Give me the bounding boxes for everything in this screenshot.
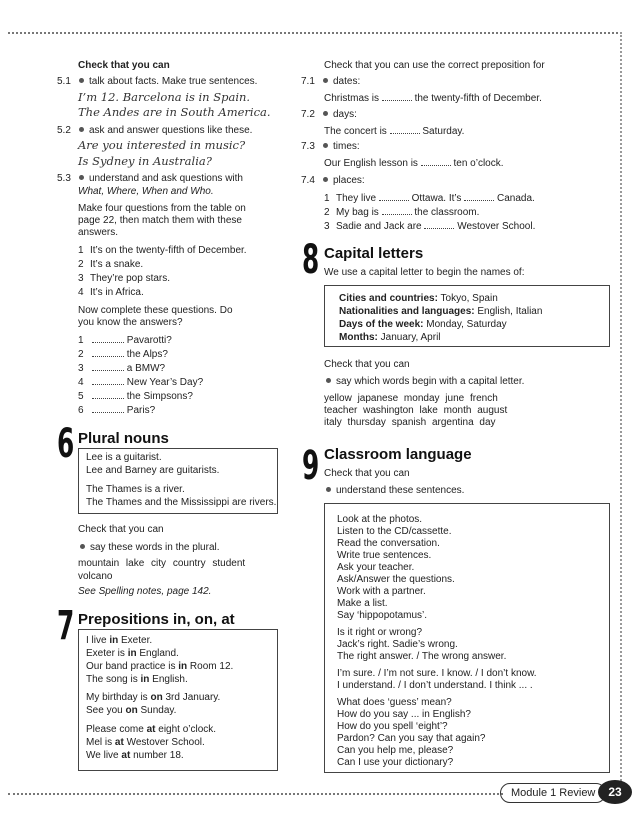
phrase: How do you spell ‘eight’? [337, 721, 448, 732]
example-box [78, 448, 278, 514]
handwritten-example: I’m 12. Barcelona is in Spain. [78, 90, 251, 104]
example-line: Mel is at Westover School. [86, 737, 205, 748]
handwritten-example: The Andes are in South America. [78, 105, 271, 119]
section-number: 7 [57, 603, 75, 649]
answer-item: 1 It’s on the twenty-fifth of December. [78, 245, 247, 256]
bullet-icon [323, 177, 328, 182]
bullet-item: ask and answer questions like these. [77, 124, 252, 137]
question-item[interactable]: 1 Pavarotti? [78, 335, 172, 346]
check-heading: Check that you can [78, 524, 164, 535]
category-row: Cities and countries: Tokyo, Spain [339, 293, 498, 304]
example-line: The Thames is a river. [86, 484, 185, 495]
answer-item: 2 It’s a snake. [78, 259, 144, 270]
example-line: Exeter is in England. [86, 648, 179, 659]
example-line: See you on Sunday. [86, 705, 177, 716]
check-heading: Check that you can [324, 359, 410, 370]
example-line: The song is in English. [86, 674, 188, 685]
check-heading: Check that you can [78, 60, 170, 71]
bullet-icon [326, 487, 331, 492]
answer-item: 3 They’re pop stars. [78, 273, 171, 284]
phrase: The right answer. / The wrong answer. [337, 651, 507, 662]
example-line: We live at number 18. [86, 750, 184, 761]
bullet-item: say which words begin with a capital letter. [324, 375, 524, 388]
example-line: The Thames and the Mississippi are rivers. [86, 497, 277, 508]
question-item[interactable]: 5 the Simpsons? [78, 391, 193, 402]
phrase: Look at the photos. [337, 514, 423, 525]
question-item[interactable]: 6 Paris? [78, 405, 156, 416]
example-box [78, 629, 278, 771]
phrase: What does ‘guess’ mean? [337, 697, 452, 708]
handwritten-example: Are you interested in music? [78, 138, 246, 152]
category-row: Days of the week: Monday, Saturday [339, 319, 507, 330]
phrase: Pardon? Can you say that again? [337, 733, 486, 744]
top-dotted-rule [8, 32, 618, 34]
phrase: Say ‘hippopotamus’. [337, 610, 428, 621]
word-list: mountain lake city country student [78, 558, 246, 569]
example-line: I live in Exeter. [86, 635, 153, 646]
bullet-item: days: [321, 108, 357, 121]
section-number: 6 [57, 421, 75, 467]
phrase: Can I use your dictionary? [337, 757, 454, 768]
example-line: Please come at eight o’clock. [86, 724, 217, 735]
phrase: Ask/Answer the questions. [337, 574, 455, 585]
phrase: Work with a partner. [337, 586, 426, 597]
handwritten-example: Is Sydney in Australia? [78, 154, 212, 168]
bullet-item: times: [321, 140, 360, 153]
example-line: Lee is a guitarist. [86, 452, 162, 463]
bullet-item: understand and ask questions with [77, 172, 243, 185]
gap-sentence[interactable]: 1 They live Ottawa. It’s Canada. [324, 193, 535, 204]
word-list: italy thursday spanish argentina day [324, 417, 496, 428]
bullet-item: talk about facts. Make true sentences. [77, 75, 257, 88]
phrase: I’m sure. / I’m not sure. I know. / I don’t know. [337, 668, 537, 679]
instruction: answers. [78, 227, 119, 238]
phrase: How do you say ... in English? [337, 709, 471, 720]
word-list: teacher washington lake month august [324, 405, 508, 416]
bullet-icon [79, 127, 84, 132]
gap-sentence[interactable]: The concert is Saturday. [324, 126, 465, 137]
bullet-item-cont: What, Where, When and Who. [78, 186, 214, 197]
section-title: Prepositions in, on, at [78, 611, 235, 628]
section-title: Classroom language [324, 446, 472, 463]
item-number: 5.1 [57, 76, 71, 87]
spelling-note: See Spelling notes, page 142. [78, 586, 212, 597]
instruction: page 22, then match them with these [78, 215, 242, 226]
capital-letters-box [324, 285, 610, 347]
example-line: Our band practice is in Room 12. [86, 661, 234, 672]
bottom-dotted-rule [8, 793, 503, 795]
bullet-icon [323, 143, 328, 148]
item-number: 5.2 [57, 125, 71, 136]
bullet-icon [323, 111, 328, 116]
example-line: Lee and Barney are guitarists. [86, 465, 220, 476]
check-heading: Check that you can [324, 468, 410, 479]
bullet-icon [79, 78, 84, 83]
bullet-item: say these words in the plural. [78, 541, 220, 554]
item-number: 7.1 [301, 76, 315, 87]
word-list: yellow japanese monday june french [324, 393, 498, 404]
item-number: 7.4 [301, 175, 315, 186]
gap-sentence[interactable]: 2 My bag is the classroom. [324, 207, 480, 218]
check-heading: Check that you can use the correct preposition for [324, 60, 545, 71]
category-row: Months: January, April [339, 332, 441, 343]
section-number: 8 [302, 237, 320, 283]
classroom-language-box [324, 503, 610, 773]
phrase: Can you help me, please? [337, 745, 454, 756]
word-list: volcano [78, 571, 113, 582]
phrase: Ask your teacher. [337, 562, 415, 573]
bullet-item: dates: [321, 75, 360, 88]
phrase: Write true sentences. [337, 550, 432, 561]
section-title: Plural nouns [78, 430, 169, 447]
phrase: Is it right or wrong? [337, 627, 423, 638]
module-label: Module 1 Review [500, 783, 606, 803]
section-number: 9 [302, 443, 320, 489]
answer-item: 4 It’s in Africa. [78, 287, 144, 298]
right-dotted-rule [620, 32, 622, 792]
bullet-item: understand these sentences. [324, 484, 464, 497]
gap-sentence[interactable]: Our English lesson is ten o’clock. [324, 158, 504, 169]
bullet-icon [80, 544, 85, 549]
instruction: Make four questions from the table on [78, 203, 246, 214]
bullet-icon [323, 78, 328, 83]
section-intro: We use a capital letter to begin the names of: [324, 267, 525, 278]
item-number: 7.2 [301, 109, 315, 120]
question-item[interactable]: 2 the Alps? [78, 349, 168, 360]
instruction: you know the answers? [78, 317, 183, 328]
phrase: I understand. / I don’t understand. I think ... . [337, 680, 533, 691]
item-number: 7.3 [301, 141, 315, 152]
phrase: Jack’s right. Sadie’s wrong. [337, 639, 458, 650]
bullet-icon [326, 378, 331, 383]
instruction: Now complete these questions. Do [78, 305, 233, 316]
bullet-icon [79, 175, 84, 180]
section-title: Capital letters [324, 245, 424, 262]
page-number: 23 [598, 780, 632, 804]
phrase: Read the conversation. [337, 538, 440, 549]
phrase: Listen to the CD/cassette. [337, 526, 452, 537]
question-item[interactable]: 4 New Year’s Day? [78, 377, 204, 388]
gap-sentence[interactable]: 3 Sadie and Jack are Westover School. [324, 221, 536, 232]
item-number: 5.3 [57, 173, 71, 184]
question-item[interactable]: 3 a BMW? [78, 363, 166, 374]
phrase: Make a list. [337, 598, 388, 609]
gap-sentence[interactable]: Christmas is the twenty-fifth of December. [324, 93, 542, 104]
bullet-item: places: [321, 174, 365, 187]
category-row: Nationalities and languages: English, Italian [339, 306, 543, 317]
example-line: My birthday is on 3rd January. [86, 692, 221, 703]
